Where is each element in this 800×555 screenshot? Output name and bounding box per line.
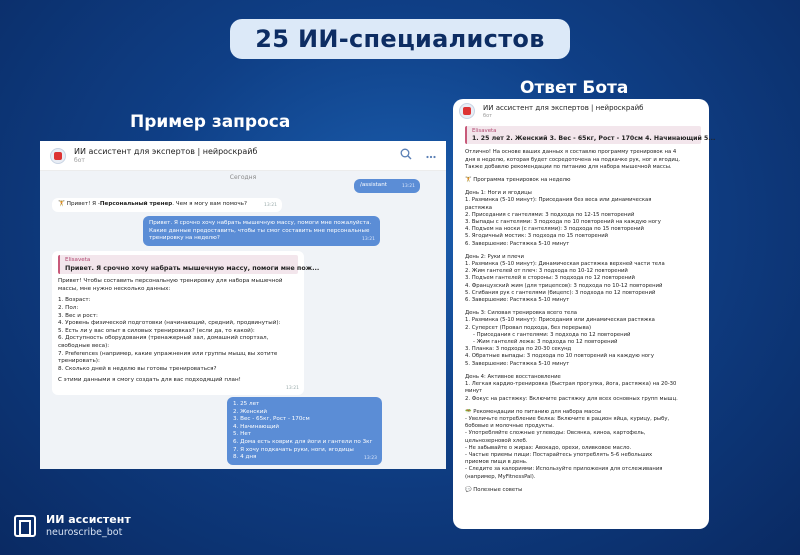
answer-block (465, 177, 701, 184)
message-text-prefix: 🏋 Привет! Я - (58, 201, 100, 207)
message-line: тренировать): (58, 358, 100, 365)
message-line: 3. Вес и рост: (58, 312, 98, 319)
message-line: тренировку на неделю? (149, 235, 220, 242)
search-icon[interactable] (400, 148, 412, 163)
answer-line: День 3: Силовая тренировка всего тела (465, 310, 577, 317)
answer-line: 4. Подъем на носки (с гантелями): 3 подхода по 15 повторений (465, 226, 645, 233)
answer-block (465, 254, 701, 304)
chat-title[interactable]: ИИ ассистент для экспертов | нейроскрайб (74, 147, 258, 156)
answer-line: (например, MyFitnessPal). (465, 473, 536, 480)
message-time: 13:23 (364, 456, 377, 462)
answer-line: дня в неделю, которая будет сосредоточена на подкачке рук, ног и ягодиц. (465, 156, 681, 163)
brand-name: ИИ ассистент (46, 513, 131, 526)
answer-line: - Жим гантелей лежа: 3 подхода по 12 повторений (473, 339, 618, 346)
message-line: 6. Дома есть коврик для йоги и гантели по 3кг (233, 438, 373, 445)
answer-line: - Употребляйте сложные углеводы: Овсянка, киноа, картофель, (465, 430, 646, 437)
message-time: 13:21 (402, 184, 415, 190)
chat-messages[interactable] (40, 171, 446, 469)
answer-line: - Увеличьте потребление белка: Включите в рацион яйца, курицу, рыбу, (465, 415, 670, 422)
message-line: С этими данными я смогу создать для вас подходящий план! (58, 377, 241, 384)
bot-avatar[interactable] (50, 148, 66, 164)
answer-line: 5. Сгибания рук с гантелями (бицепс): 3 подхода по 12 повторений (465, 289, 656, 296)
bot-answer-message[interactable] (465, 126, 716, 500)
answer-line: 1. Легкая кардио-тренировка (быстрая прогулка, йога, растяжка) на 20-30 (465, 381, 677, 388)
message-line: свободные веса): (58, 342, 110, 349)
message-bot-questions[interactable] (52, 251, 320, 395)
answer-block (465, 409, 701, 481)
answer-line: 🥗 Рекомендации по питанию для набора массы (465, 408, 602, 415)
quote-text: Привет. Я срочно хочу набрать мышечную массу, помоги мне пож... (65, 263, 320, 272)
answer-line: 4. Французский жим (для трицепсов): 3 подхода по 10-12 повторений (465, 282, 663, 289)
answer-line: 2. Суперсет (Провал подхода, без перерыва) (465, 324, 592, 331)
answer-chat-window (453, 99, 716, 529)
answer-line: 2. Жим гантелей от плеч: 3 подхода по 10-12 повторений (465, 268, 628, 275)
answer-line: 3. Планка: 3 подхода по 20-30 секунд (465, 346, 572, 353)
message-command[interactable] (354, 179, 420, 193)
message-line: 8. Сколько дней в неделю вы готовы тренироваться? (58, 365, 217, 372)
more-icon[interactable] (426, 149, 436, 162)
answer-line: 💬 Полезные советы (465, 486, 523, 493)
message-time: 13:21 (264, 203, 277, 209)
answer-line: приемов пищи в день. (465, 459, 528, 466)
message-text-bold: Персональный тренер (99, 201, 173, 207)
message-time: 13:21 (362, 237, 375, 243)
chat-header (453, 99, 709, 123)
answer-line: - Частые приемы пищи: Постарайтесь употреблять 5-6 небольших (465, 451, 653, 458)
message-bot-greeting[interactable] (52, 198, 282, 212)
message-line: 2. Женский (233, 408, 267, 415)
request-chat-window (40, 141, 446, 469)
answer-line: 1. Разминка (5-10 минут): Динамическая растяжка верхней части тела (465, 261, 665, 268)
message-time: 13:21 (286, 386, 299, 392)
answer-line: 6. Завершение: Растяжка 5-10 минут (465, 297, 570, 304)
answer-line: 5. Завершение: Растяжка 5-10 минут (465, 360, 570, 367)
answer-block (465, 149, 701, 171)
brand-footer (14, 513, 131, 538)
answer-block (465, 190, 701, 248)
message-line: 1. 25 лет (233, 401, 260, 407)
message-line: 6. Доступность оборудования (тренажерный зал, домашний спортзал, (58, 335, 269, 342)
answer-line: 🏋 Программа тренировок на неделю (465, 177, 571, 184)
answer-line: День 1: Ноги и ягодицы (465, 190, 532, 197)
message-line: 2. Пол: (58, 304, 79, 311)
quote-author: Elisaveta (65, 257, 91, 263)
answer-line: День 4: Активное восстановление (465, 373, 561, 380)
answer-line: Также добавлю рекомендации по питанию для набора мышечной массы. (465, 163, 672, 170)
answer-line: 6. Завершение: Растяжка 5-10 минут (465, 240, 570, 247)
message-text-suffix: . Чем я могу вам помочь? (172, 201, 247, 207)
answer-line: 3. Выпады с гантелями: 3 подхода по 10 повторений на каждую ногу (465, 219, 661, 226)
answer-line: 1. Разминка (5-10 минут): Приседания или динамическая растяжка (465, 317, 655, 324)
reply-quote[interactable] (58, 255, 320, 274)
bot-answer-label: Ответ Бота (520, 78, 629, 98)
message-user-request[interactable] (143, 216, 380, 246)
chat-status: бот (74, 157, 85, 164)
answer-line: Отлично! На основе ваших данных я составлю программу тренировок на 4 (465, 149, 677, 156)
quote-text: 1. 25 лет 2. Женский 3. Вес - 65кг, Рост - 170см 4. Начинающий 5... (472, 135, 716, 143)
answer-line: минут (465, 388, 483, 395)
chat-title[interactable]: ИИ ассистент для экспертов | нейроскрайб (483, 103, 644, 112)
quote-author: Elisaveta (472, 128, 497, 134)
chat-header (40, 141, 446, 171)
neuroscribe-logo-icon (14, 515, 36, 537)
reply-quote[interactable] (465, 126, 716, 144)
answer-line: растяжка (465, 204, 493, 211)
answer-block (465, 487, 701, 494)
answer-line: 4. Обратные выпады: 3 подхода по 10 повторений на каждую ногу (465, 353, 654, 360)
answer-line: 5. Ягодичный мостик: 3 подхода по 15 повторений (465, 233, 609, 240)
bot-avatar[interactable] (459, 103, 475, 119)
message-line: 3. Вес - 65кг, Рост - 170см (233, 416, 310, 423)
answer-line: 2. Приседания с гантелями: 3 подхода по 12-15 повторений (465, 211, 635, 218)
message-line: Привет! Чтобы составить персональную тренировку для набора мышечной (58, 278, 283, 285)
chat-status: бот (483, 112, 493, 119)
answer-line: 1. Разминка (5-10 минут): Приседания без веса или динамическая (465, 197, 652, 204)
message-line: 7. Я хочу подкачать руки, ноги, ягодицы (233, 446, 354, 453)
message-line: 4. Уровень физической подготовки (начинающий, средний, продвинутый): (58, 320, 281, 327)
answer-line: 3. Подъем гантелей в стороны: 3 подхода по 12 повторений (465, 275, 635, 282)
answer-line: - Следите за калориями: Используйте приложения для отслеживания (465, 466, 663, 473)
brand-handle[interactable]: neuroscribe_bot (46, 527, 123, 538)
message-line: 1. Возраст: (58, 297, 91, 304)
answer-block (465, 310, 701, 368)
message-line: Какие данные предоставить, чтобы ты смог составить мне персональные (149, 227, 370, 234)
date-separator: Сегодня (229, 174, 257, 181)
message-line: 5. Есть ли у вас опыт в силовых тренировках? (если да, то какой): (58, 327, 255, 334)
page-title: 25 ИИ-специалистов (230, 19, 570, 59)
answer-line: бобовые и молочные продукты. (465, 423, 554, 430)
answer-line: 2. Фокус на растяжку: Включите растяжку для всех основных групп мышц. (465, 395, 678, 402)
message-user-answers[interactable] (227, 397, 382, 465)
answer-line: - Не забывайте о жирах: Авокадо, орехи, оливковое масло. (465, 444, 632, 451)
message-line: массы, мне нужно несколько данных: (58, 285, 171, 292)
answer-block (465, 374, 701, 403)
message-line: 5. Нет (233, 431, 252, 438)
answer-line: - Приседания с гантелями: 3 подхода по 12 повторений (473, 331, 631, 338)
message-line: 4. Начинающий (233, 423, 280, 430)
message-line: 8. 4 дня (233, 454, 257, 461)
message-line: 7. Preferences (например, какие упражнения или группы мышц вы хотите (58, 350, 278, 357)
message-line: Привет. Я срочно хочу набрать мышечную массу, помоги мне пожалуйста. (149, 220, 372, 226)
answer-line: День 2: Руки и плечи (465, 253, 524, 260)
request-example-label: Пример запроса (130, 112, 291, 132)
message-text: /assistant (360, 182, 387, 188)
answer-line: цельнозерновой хлеб. (465, 437, 528, 444)
